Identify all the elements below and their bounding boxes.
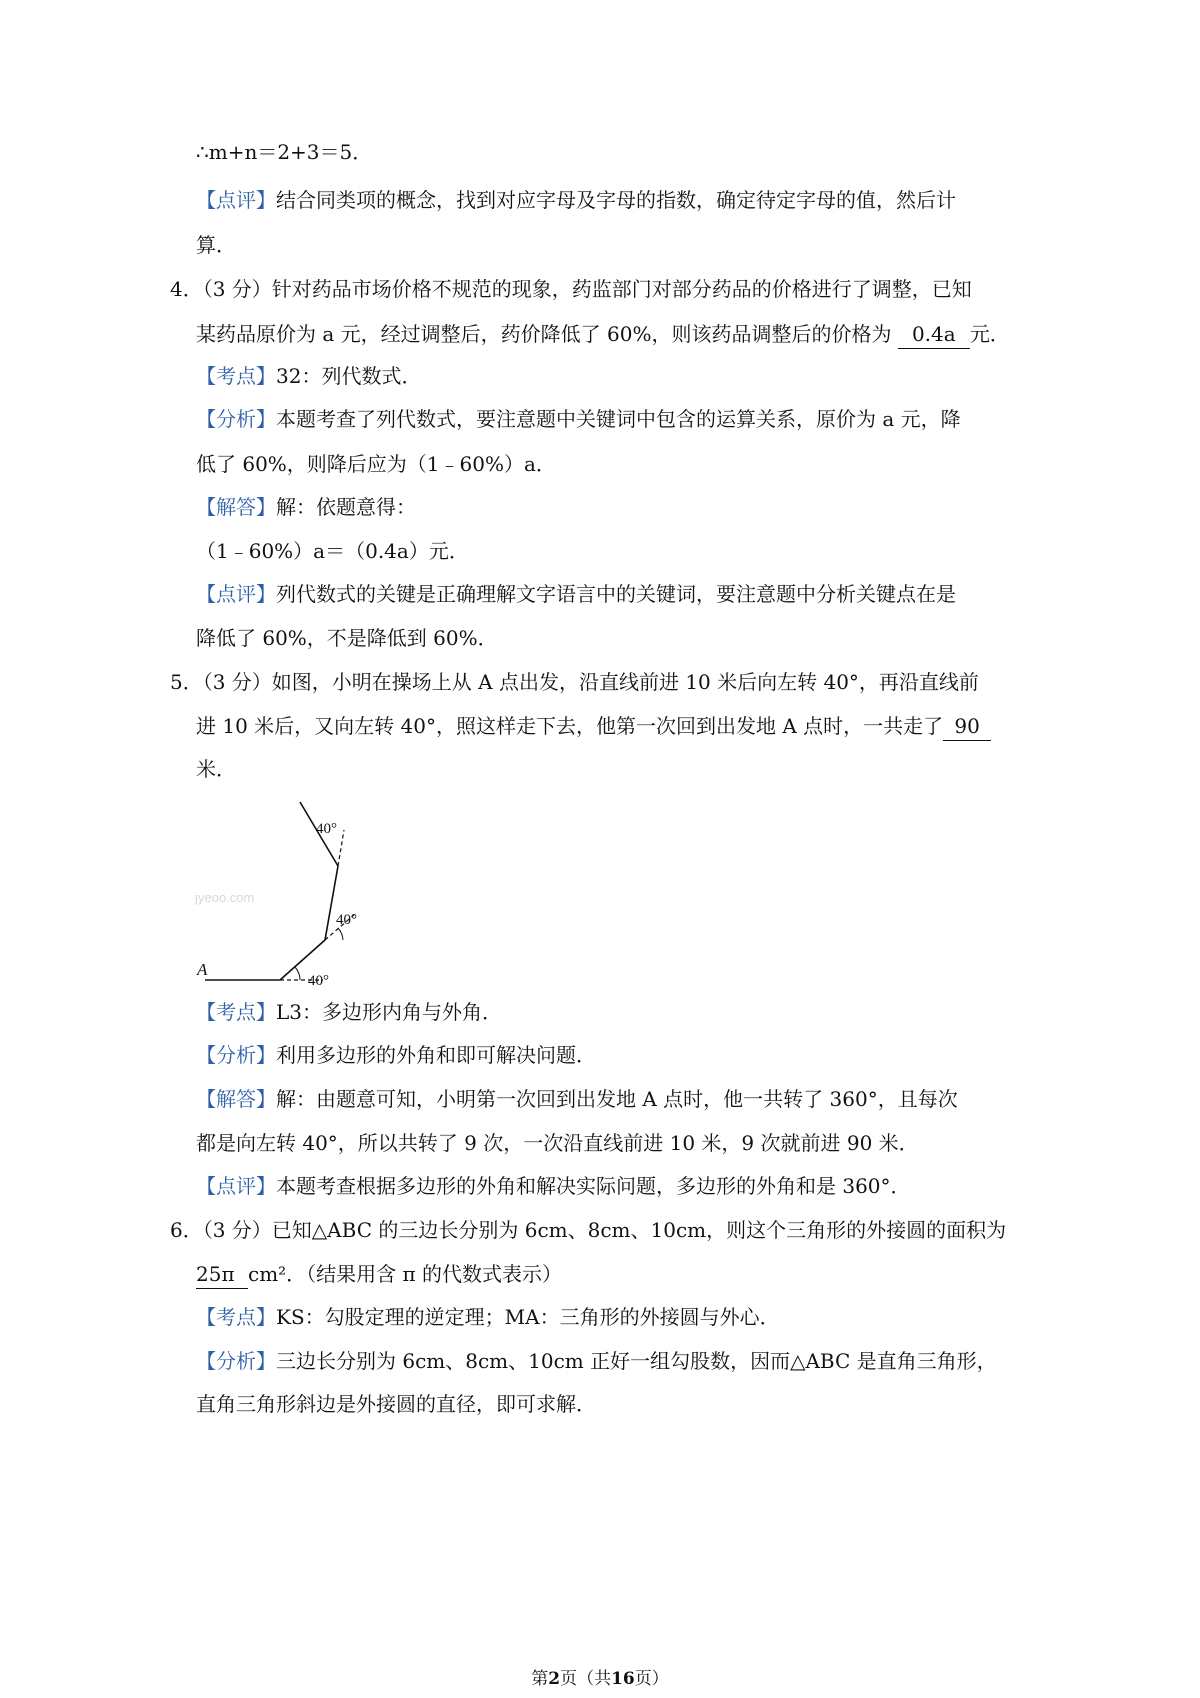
question-4-line: 4．（3 分）针对药品市场价格不规范的现象，药监部门对部分药品的价格进行了调整，已知 [170,277,972,301]
analysis-line: 【分析】本题考查了列代数式，要注意题中关键词中包含的运算关系，原价为 a 元，降 [196,407,961,431]
total-pages: 16 [611,1669,635,1689]
polygon-walk-figure [195,821,385,989]
text-line: 都是向左转 40°，所以共转了 9 次，一次沿直线前进 10 米，9 次就前进 90 米． [196,1131,919,1155]
answer-blank: 25π [196,1260,248,1289]
text-line: 低了 60%，则降后应为（1﹣60%）a． [196,452,556,476]
comment-line: 【点评】结合同类项的概念，找到对应字母及字母的指数，确定待定字母的值，然后计 [196,188,956,212]
angle-label: 40° [316,821,337,837]
point-tag: 【考点】 [196,1000,276,1024]
analysis-tag: 【分析】 [196,1043,276,1067]
analysis-line: 【分析】三边长分别为 6cm、8cm、10cm 正好一组勾股数，因而△ABC 是直角三角形， [196,1349,997,1373]
text-line: 米． [196,757,236,781]
solution-line: 【解答】解：由题意可知，小明第一次回到出发地 A 点时，他一共转了 360°，且每次 [196,1087,958,1111]
watermark: jyeoo.com [195,890,255,905]
point-tag: 【考点】 [196,1305,276,1329]
question-5-line: 进 10 米后，又向左转 40°，照这样走下去，他第一次回到出发地 A 点时，一共走了 90 [196,712,991,741]
point-a-label: A [197,960,208,979]
question-6-line: 6．（3 分）已知△ABC 的三边长分别为 6cm、8cm、10cm，则这个三角形的外接圆的面积为 [170,1218,1007,1242]
solution-tag: 【解答】 [196,1087,276,1111]
point-line: 【考点】32：列代数式． [196,364,422,388]
text-line: 直角三角形斜边是外接圆的直径，即可求解． [196,1392,596,1416]
page-footer: 第2页（共16页） [531,1669,669,1689]
solution-line: 【解答】解：依题意得： [196,495,416,519]
page-number: 2 [548,1669,561,1689]
answer-blank: 90 [943,712,991,741]
question-6-line: 25π cm²．（结果用含 π 的代数式表示） [196,1260,562,1289]
angle-label: 40° [308,973,329,989]
text-line: ∴m+n＝2+3＝5． [196,140,373,164]
angle-arc [295,967,300,980]
point-tag: 【考点】 [196,364,276,388]
angle-arc [338,928,343,940]
question-4-line: 某药品原价为 a 元，经过调整后，药价降低了 60%，则该药品调整后的价格为 0.4a 元． [196,320,1010,349]
analysis-tag: 【分析】 [196,1349,276,1373]
analysis-tag: 【分析】 [196,407,276,431]
segment-line [325,866,338,940]
comment-line: 【点评】列代数式的关键是正确理解文字语言中的关键词，要注意题中分析关键点在是 [196,582,956,606]
text-line: 降低了 60%，不是降低到 60%． [196,626,498,650]
comment-tag: 【点评】 [196,1174,276,1198]
analysis-line: 【分析】利用多边形的外角和即可解决问题． [196,1043,596,1067]
text-line: 算． [196,233,236,257]
text-line: （1﹣60%）a＝（0.4a）元． [196,539,469,563]
question-5-line: 5．（3 分）如图，小明在操场上从 A 点出发，沿直线前进 10 米后向左转 40°，再沿直线前 [170,670,979,694]
extension-line [338,830,344,866]
angle-label: 40° [336,912,357,928]
point-line: 【考点】KS：勾股定理的逆定理；MA：三角形的外接圆与外心． [196,1305,780,1329]
solution-tag: 【解答】 [196,495,276,519]
comment-tag: 【点评】 [196,582,276,606]
comment-tag: 【点评】 [196,188,276,212]
answer-blank: 0.4a [898,320,970,349]
point-line: 【考点】L3：多边形内角与外角． [196,1000,503,1024]
comment-line: 【点评】本题考查根据多边形的外角和解决实际问题，多边形的外角和是 360°． [196,1174,911,1198]
